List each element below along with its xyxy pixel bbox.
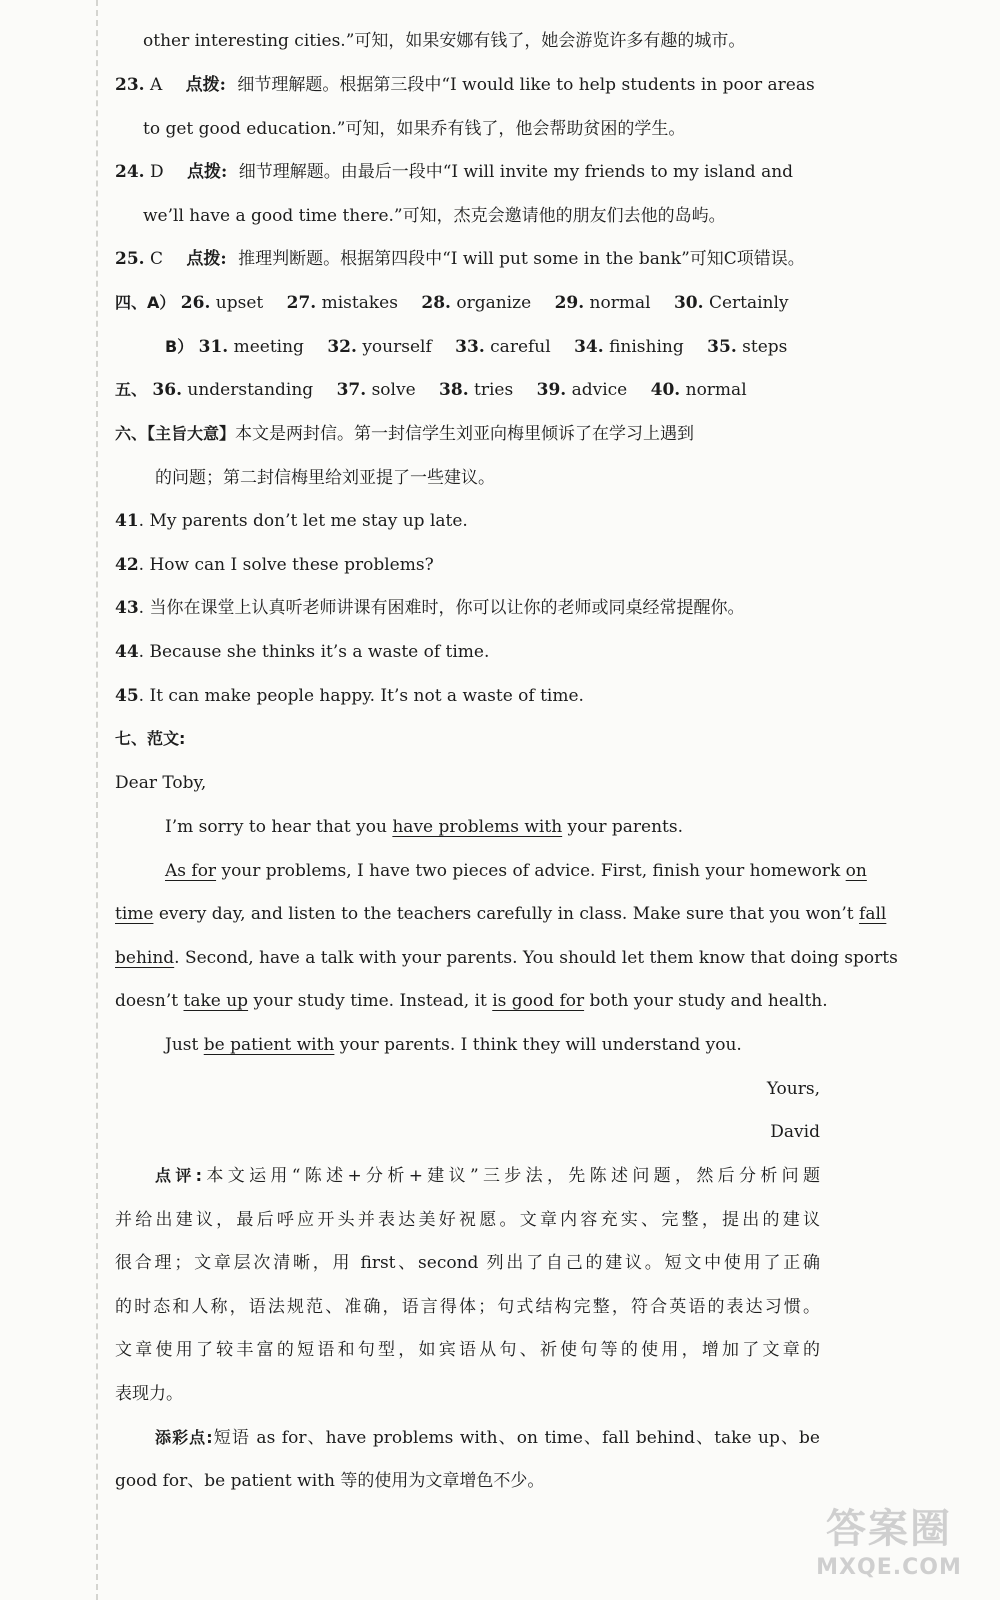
comment-line4: 的时态和人称，语法规范、准确，语言得体；句式结构完整，符合英语的表达习惯。 xyxy=(115,1297,820,1317)
underlined-phrase: take up xyxy=(183,991,249,1011)
section4-a-row xyxy=(115,290,789,316)
q25-line1 xyxy=(115,246,805,272)
comment-line1 xyxy=(155,1163,820,1189)
item-number: 43 xyxy=(115,598,139,618)
item-word: careful xyxy=(490,337,551,357)
text-run: both your study and health. xyxy=(584,991,828,1011)
item-word: normal xyxy=(589,293,651,313)
answer-item xyxy=(707,337,787,357)
item-word: yourself xyxy=(362,337,432,357)
watermark-logo-text: 答案圈 xyxy=(826,1506,952,1552)
item-word: Certainly xyxy=(708,293,789,313)
item-number: 41 xyxy=(115,511,139,531)
section4-b-row xyxy=(165,334,787,360)
answer-item xyxy=(421,293,531,313)
answer-item xyxy=(327,337,431,357)
binding-margin-line xyxy=(96,0,98,1600)
answer-item xyxy=(152,380,313,400)
item-number: 40. xyxy=(650,380,681,400)
item-number: 38. xyxy=(439,380,469,400)
item-number: 34. xyxy=(574,337,604,357)
text-run: every day, and listen to the teachers carefully in class. Make sure that you won’t xyxy=(153,904,860,924)
item-word: finishing xyxy=(609,337,684,357)
item-number: 42 xyxy=(115,555,139,575)
letter-signature: David xyxy=(770,1122,820,1142)
text-run: . Second, have a talk with your parents. You should let them know that doing sports xyxy=(174,948,898,968)
section6-summary-line1 xyxy=(115,421,694,447)
section6-summary-text: 本文是两封信。第一封信学生刘亚向梅里倾诉了在学习上遇到 xyxy=(235,424,695,444)
answer-43: 43. 当你在课堂上认真听老师讲课有困难时，你可以让你的老师或同桌经常提醒你。 xyxy=(115,598,745,618)
letter-paragraph2-line3 xyxy=(115,945,898,971)
item-text: How can I solve these problems? xyxy=(149,555,434,575)
answer-41: 41. My parents don’t let me stay up late. xyxy=(115,511,468,531)
answer-item xyxy=(537,380,628,400)
item-number: 36. xyxy=(152,380,182,400)
item-number: 35. xyxy=(707,337,737,357)
letter-paragraph2-line2 xyxy=(115,901,887,927)
underlined-phrase: have problems with xyxy=(392,817,563,837)
q23-tip-label: 点拨: xyxy=(185,75,226,95)
letter-paragraph1 xyxy=(165,814,683,840)
q24-answer: D xyxy=(149,162,164,182)
q23-line2: to get good education.”可知，如果乔有钱了，他会帮助贫困的学生。 xyxy=(143,119,686,139)
item-number: 39. xyxy=(536,380,567,400)
answer-item xyxy=(439,380,513,400)
highlight-text: 短语 as for、have problems with、on time、fall behind、take up、be xyxy=(212,1428,820,1448)
item-text: It can make people happy. It’s not a waste of time. xyxy=(149,686,584,706)
q25-tip-text: 推理判断题。根据第四段中“I will put some in the bank”可知C项错误。 xyxy=(238,249,805,269)
section6-summary-line2: 的问题；第二封信梅里给刘亚提了一些建议。 xyxy=(155,468,495,488)
item-word: meeting xyxy=(233,337,304,357)
q23-tip-text: 细节理解题。根据第三段中“I would like to help students in poor areas xyxy=(237,75,815,95)
q24-line1 xyxy=(115,159,793,185)
item-word: steps xyxy=(742,337,788,357)
text-run: I’m sorry to hear that you xyxy=(165,817,393,837)
q25-tip-label: 点拨: xyxy=(186,249,227,269)
item-word: normal xyxy=(685,380,747,400)
letter-paragraph2-line4 xyxy=(115,988,828,1014)
answer-item xyxy=(337,380,416,400)
comment-label: 点评: xyxy=(155,1166,203,1185)
section7-label: 七、范文: xyxy=(115,729,186,748)
item-word: tries xyxy=(474,380,514,400)
text-run: your study time. Instead, it xyxy=(248,991,493,1011)
text-run: your parents. xyxy=(562,817,683,837)
site-watermark xyxy=(804,1504,974,1594)
item-number: 37. xyxy=(336,380,367,400)
item-number: 29. xyxy=(554,293,585,313)
letter-greeting: Dear Toby, xyxy=(115,773,207,793)
item-word: solve xyxy=(371,380,416,400)
letter-paragraph2-line1 xyxy=(165,858,867,884)
comment-line6: 表现力。 xyxy=(115,1384,183,1404)
comment-line3: 很合理；文章层次清晰，用 first、second 列出了自己的建议。短文中使用了正确 xyxy=(115,1253,820,1273)
answer-item xyxy=(181,293,263,313)
item-text: Because she thinks it’s a waste of time. xyxy=(149,642,490,662)
answer-44: 44. Because she thinks it’s a waste of time. xyxy=(115,642,490,662)
q25-answer: C xyxy=(149,249,163,269)
q22-continuation: other interesting cities.”可知，如果安娜有钱了，她会游览许多有趣的城市。 xyxy=(143,31,746,51)
section6-label: 六、 xyxy=(115,424,148,443)
item-word: organize xyxy=(456,293,532,313)
comment-line2: 并给出建议，最后呼应开头并表达美好祝愿。文章内容充实、完整，提出的建议 xyxy=(115,1210,820,1230)
item-number: 44 xyxy=(115,642,139,662)
q23-answer: A xyxy=(149,75,163,95)
item-number: 32. xyxy=(327,337,357,357)
answer-item xyxy=(574,337,684,357)
item-number: 31. xyxy=(198,337,229,357)
underlined-phrase: As for xyxy=(165,861,217,881)
answer-item xyxy=(674,293,789,313)
item-text: My parents don’t let me stay up late. xyxy=(149,511,468,531)
q24-line2: we’ll have a good time there.”可知，杰克会邀请他的朋友们去他的岛屿。 xyxy=(143,206,726,226)
q23-line1 xyxy=(115,72,815,98)
answer-42: 42. How can I solve these problems? xyxy=(115,555,434,575)
underlined-phrase: time xyxy=(115,904,154,924)
item-word: understanding xyxy=(187,380,314,400)
text-run: Just xyxy=(165,1035,204,1055)
item-number: 33. xyxy=(455,337,485,357)
answer-item xyxy=(199,337,304,357)
q24-number: 24. xyxy=(115,162,145,182)
comment-line5: 文章使用了较丰富的短语和句型，如宾语从句、祈使句等的使用，增加了文章的 xyxy=(115,1340,820,1360)
item-word: advice xyxy=(571,380,628,400)
section4-b-label: B） xyxy=(165,337,194,356)
letter-paragraph3 xyxy=(165,1032,742,1058)
underlined-phrase: on xyxy=(845,861,867,881)
text-run: your problems, I have two pieces of advice. First, finish your homework xyxy=(216,861,846,881)
section5-row xyxy=(115,377,747,403)
underlined-phrase: be patient with xyxy=(203,1035,335,1055)
item-number: 45 xyxy=(115,686,139,706)
section5-label: 五、 xyxy=(115,380,148,399)
watermark-url: MXQE.COM xyxy=(816,1555,962,1580)
q24-tip-text: 细节理解题。由最后一段中“I will invite my friends to my island and xyxy=(238,162,794,182)
q23-number: 23. xyxy=(115,75,145,95)
answer-item xyxy=(287,293,398,313)
comment-text: 本文运用“陈述+分析+建议”三步法，先陈述问题，然后分析问题 xyxy=(202,1166,820,1186)
item-number: 27. xyxy=(286,293,317,313)
highlight-line2: good for、be patient with 等的使用为文章增色不少。 xyxy=(115,1471,545,1491)
item-number: 30. xyxy=(673,293,704,313)
answer-item xyxy=(651,380,747,400)
section4-label: 四、A） xyxy=(115,293,176,312)
item-number: 28. xyxy=(421,293,451,313)
underlined-phrase: behind xyxy=(115,948,175,968)
answer-item xyxy=(455,337,551,357)
underlined-phrase: fall xyxy=(859,904,887,924)
item-word: upset xyxy=(215,293,264,313)
section6-tag: 【主旨大意】 xyxy=(147,424,236,443)
answer-45: 45. It can make people happy. It’s not a waste of time. xyxy=(115,686,584,706)
underlined-phrase: is good for xyxy=(492,991,585,1011)
text-run: doesn’t xyxy=(115,991,184,1011)
answer-item xyxy=(555,293,651,313)
item-number: 26. xyxy=(180,293,211,313)
text-run: your parents. I think they will understand you. xyxy=(334,1035,742,1055)
item-text: 当你在课堂上认真听老师讲课有困难时，你可以让你的老师或同桌经常提醒你。 xyxy=(149,598,745,618)
item-word: mistakes xyxy=(321,293,398,313)
q25-number: 25. xyxy=(115,249,145,269)
highlight-line1 xyxy=(155,1425,820,1451)
highlight-label: 添彩点: xyxy=(155,1428,213,1447)
letter-closing: Yours, xyxy=(766,1079,820,1099)
q24-tip-label: 点拨: xyxy=(187,162,228,182)
